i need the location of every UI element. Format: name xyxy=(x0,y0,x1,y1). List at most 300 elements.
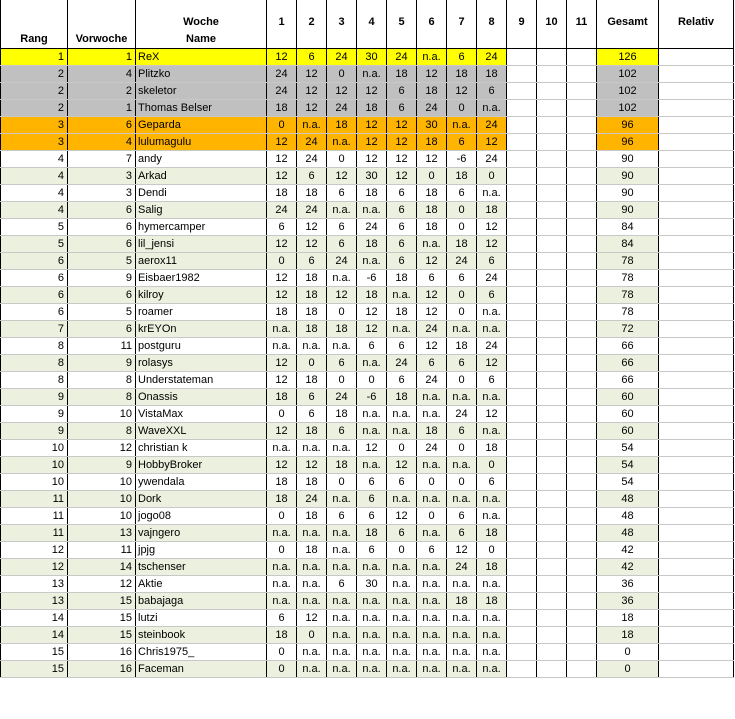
week-4-cell: 6 xyxy=(357,490,387,507)
week-10-cell xyxy=(537,422,567,439)
week-11-cell xyxy=(567,558,597,575)
relativ-cell xyxy=(659,371,734,388)
week-9-cell xyxy=(507,371,537,388)
week-10-cell xyxy=(537,150,567,167)
week-4-cell: n.a. xyxy=(357,354,387,371)
relativ-cell xyxy=(659,235,734,252)
week-5-cell: 6 xyxy=(387,252,417,269)
vorwoche-cell: 8 xyxy=(68,422,136,439)
week-2-cell: 18 xyxy=(297,541,327,558)
week-9-cell xyxy=(507,269,537,286)
week-1-cell: 24 xyxy=(267,201,297,218)
week-6-cell: 6 xyxy=(417,269,447,286)
week-10-cell xyxy=(537,201,567,218)
week-4-cell: n.a. xyxy=(357,65,387,82)
vorwoche-cell: 15 xyxy=(68,592,136,609)
relativ-cell xyxy=(659,218,734,235)
week-8-cell: 18 xyxy=(477,201,507,218)
table-row xyxy=(1,303,734,320)
week-3-cell: 18 xyxy=(327,456,357,473)
week-11-cell xyxy=(567,235,597,252)
header-blank xyxy=(267,30,297,48)
week-5-cell: 18 xyxy=(387,303,417,320)
rang-cell: 4 xyxy=(1,167,68,184)
week-7-cell: 18 xyxy=(447,592,477,609)
week-2-cell: 12 xyxy=(297,82,327,99)
week-1-cell: 18 xyxy=(267,184,297,201)
name-cell: tschenser xyxy=(136,558,267,575)
relativ-cell xyxy=(659,592,734,609)
name-cell: jpjg xyxy=(136,541,267,558)
week-7-cell: n.a. xyxy=(447,490,477,507)
gesamt-cell: 96 xyxy=(597,116,659,133)
name-cell: skeletor xyxy=(136,82,267,99)
vorwoche-cell: 11 xyxy=(68,541,136,558)
week-10-cell xyxy=(537,99,567,116)
week-2-cell: n.a. xyxy=(297,575,327,592)
week-5-cell: 6 xyxy=(387,371,417,388)
header-blank xyxy=(597,30,659,48)
header-woche: Woche xyxy=(136,0,267,30)
header-rang: Rang xyxy=(1,30,68,48)
week-2-cell: n.a. xyxy=(297,643,327,660)
week-9-cell xyxy=(507,303,537,320)
table-row xyxy=(1,218,734,235)
vorwoche-cell: 4 xyxy=(68,133,136,150)
week-10-cell xyxy=(537,388,567,405)
relativ-cell xyxy=(659,439,734,456)
week-5-cell: 6 xyxy=(387,235,417,252)
week-4-cell: 30 xyxy=(357,48,387,65)
week-8-cell: 18 xyxy=(477,592,507,609)
week-11-cell xyxy=(567,422,597,439)
week-2-cell: 24 xyxy=(297,133,327,150)
week-10-cell xyxy=(537,541,567,558)
week-5-cell: n.a. xyxy=(387,490,417,507)
gesamt-cell: 78 xyxy=(597,286,659,303)
week-4-cell: 18 xyxy=(357,286,387,303)
table-row xyxy=(1,575,734,592)
week-8-cell: 24 xyxy=(477,269,507,286)
week-5-cell: 24 xyxy=(387,48,417,65)
relativ-cell xyxy=(659,167,734,184)
week-11-cell xyxy=(567,371,597,388)
week-1-cell: 12 xyxy=(267,422,297,439)
week-2-cell: 6 xyxy=(297,252,327,269)
week-3-cell: n.a. xyxy=(327,660,357,677)
name-cell: Eisbaer1982 xyxy=(136,269,267,286)
week-1-cell: 12 xyxy=(267,354,297,371)
name-cell: vajngero xyxy=(136,524,267,541)
table-row xyxy=(1,405,734,422)
week-4-cell: n.a. xyxy=(357,252,387,269)
week-4-cell: -6 xyxy=(357,388,387,405)
header-week-9: 9 xyxy=(507,0,537,30)
header-row-weeks xyxy=(1,0,734,30)
relativ-cell xyxy=(659,558,734,575)
vorwoche-cell: 3 xyxy=(68,184,136,201)
relativ-cell xyxy=(659,269,734,286)
week-6-cell: n.a. xyxy=(417,660,447,677)
header-week-10: 10 xyxy=(537,0,567,30)
week-3-cell: 12 xyxy=(327,167,357,184)
header-week-1: 1 xyxy=(267,0,297,30)
vorwoche-cell: 6 xyxy=(68,320,136,337)
week-8-cell: 6 xyxy=(477,82,507,99)
week-7-cell: 18 xyxy=(447,235,477,252)
week-2-cell: 0 xyxy=(297,626,327,643)
relativ-cell xyxy=(659,133,734,150)
relativ-cell xyxy=(659,99,734,116)
week-4-cell: n.a. xyxy=(357,456,387,473)
week-6-cell: 0 xyxy=(417,473,447,490)
table-row xyxy=(1,65,734,82)
week-2-cell: 18 xyxy=(297,422,327,439)
week-7-cell: 6 xyxy=(447,354,477,371)
header-name: Name xyxy=(136,30,267,48)
week-10-cell xyxy=(537,354,567,371)
week-2-cell: 18 xyxy=(297,184,327,201)
week-3-cell: n.a. xyxy=(327,626,357,643)
week-1-cell: 24 xyxy=(267,82,297,99)
week-5-cell: n.a. xyxy=(387,558,417,575)
table-row xyxy=(1,422,734,439)
week-4-cell: n.a. xyxy=(357,643,387,660)
relativ-cell xyxy=(659,422,734,439)
week-11-cell xyxy=(567,541,597,558)
week-4-cell: 18 xyxy=(357,184,387,201)
week-10-cell xyxy=(537,558,567,575)
week-3-cell: 6 xyxy=(327,575,357,592)
name-cell: Onassis xyxy=(136,388,267,405)
gesamt-cell: 42 xyxy=(597,558,659,575)
header-blank xyxy=(659,30,734,48)
week-7-cell: n.a. xyxy=(447,320,477,337)
name-cell: Geparda xyxy=(136,116,267,133)
name-cell: jogo08 xyxy=(136,507,267,524)
week-7-cell: 6 xyxy=(447,184,477,201)
week-7-cell: n.a. xyxy=(447,626,477,643)
week-4-cell: n.a. xyxy=(357,558,387,575)
week-6-cell: n.a. xyxy=(417,575,447,592)
week-3-cell: n.a. xyxy=(327,337,357,354)
week-8-cell: 18 xyxy=(477,65,507,82)
table-row xyxy=(1,337,734,354)
table-row xyxy=(1,286,734,303)
week-8-cell: 6 xyxy=(477,286,507,303)
header-gesamt: Gesamt xyxy=(597,0,659,30)
table-row xyxy=(1,354,734,371)
week-9-cell xyxy=(507,609,537,626)
header-week-6: 6 xyxy=(417,0,447,30)
name-cell: VistaMax xyxy=(136,405,267,422)
week-1-cell: n.a. xyxy=(267,524,297,541)
vorwoche-cell: 8 xyxy=(68,388,136,405)
week-6-cell: n.a. xyxy=(417,490,447,507)
week-10-cell xyxy=(537,490,567,507)
week-11-cell xyxy=(567,660,597,677)
week-7-cell: n.a. xyxy=(447,116,477,133)
week-6-cell: n.a. xyxy=(417,388,447,405)
relativ-cell xyxy=(659,575,734,592)
table-row xyxy=(1,456,734,473)
week-8-cell: 18 xyxy=(477,439,507,456)
rang-cell: 9 xyxy=(1,422,68,439)
week-5-cell: 6 xyxy=(387,201,417,218)
week-5-cell: n.a. xyxy=(387,592,417,609)
week-9-cell xyxy=(507,507,537,524)
week-3-cell: n.a. xyxy=(327,439,357,456)
relativ-cell xyxy=(659,337,734,354)
week-5-cell: n.a. xyxy=(387,643,417,660)
header-week-3: 3 xyxy=(327,0,357,30)
name-cell: hymercamper xyxy=(136,218,267,235)
week-4-cell: 6 xyxy=(357,541,387,558)
week-8-cell: n.a. xyxy=(477,99,507,116)
week-3-cell: 0 xyxy=(327,473,357,490)
week-9-cell xyxy=(507,116,537,133)
name-cell: roamer xyxy=(136,303,267,320)
week-2-cell: 12 xyxy=(297,65,327,82)
week-5-cell: 12 xyxy=(387,507,417,524)
week-7-cell: n.a. xyxy=(447,660,477,677)
week-3-cell: 6 xyxy=(327,184,357,201)
week-3-cell: 18 xyxy=(327,320,357,337)
week-3-cell: n.a. xyxy=(327,524,357,541)
week-9-cell xyxy=(507,184,537,201)
vorwoche-cell: 10 xyxy=(68,473,136,490)
week-8-cell: n.a. xyxy=(477,626,507,643)
week-8-cell: 24 xyxy=(477,116,507,133)
rang-cell: 5 xyxy=(1,218,68,235)
week-11-cell xyxy=(567,507,597,524)
vorwoche-cell: 12 xyxy=(68,575,136,592)
week-5-cell: n.a. xyxy=(387,422,417,439)
table-row xyxy=(1,235,734,252)
week-11-cell xyxy=(567,201,597,218)
week-4-cell: 12 xyxy=(357,133,387,150)
relativ-cell xyxy=(659,473,734,490)
gesamt-cell: 66 xyxy=(597,354,659,371)
week-11-cell xyxy=(567,473,597,490)
gesamt-cell: 0 xyxy=(597,643,659,660)
table-row xyxy=(1,150,734,167)
rang-cell: 3 xyxy=(1,133,68,150)
week-5-cell: 18 xyxy=(387,269,417,286)
week-1-cell: 0 xyxy=(267,541,297,558)
header-week-4: 4 xyxy=(357,0,387,30)
week-7-cell: 0 xyxy=(447,99,477,116)
week-10-cell xyxy=(537,337,567,354)
gesamt-cell: 90 xyxy=(597,167,659,184)
week-8-cell: 6 xyxy=(477,473,507,490)
week-1-cell: 12 xyxy=(267,48,297,65)
week-1-cell: 24 xyxy=(267,65,297,82)
week-2-cell: 0 xyxy=(297,354,327,371)
week-2-cell: n.a. xyxy=(297,439,327,456)
week-8-cell: n.a. xyxy=(477,303,507,320)
week-9-cell xyxy=(507,422,537,439)
week-2-cell: 24 xyxy=(297,150,327,167)
week-5-cell: 18 xyxy=(387,65,417,82)
relativ-cell xyxy=(659,184,734,201)
week-7-cell: 18 xyxy=(447,337,477,354)
name-cell: lil_jensi xyxy=(136,235,267,252)
week-10-cell xyxy=(537,609,567,626)
week-6-cell: 18 xyxy=(417,201,447,218)
name-cell: Arkad xyxy=(136,167,267,184)
vorwoche-cell: 9 xyxy=(68,269,136,286)
relativ-cell xyxy=(659,303,734,320)
week-7-cell: 6 xyxy=(447,48,477,65)
rang-cell: 4 xyxy=(1,150,68,167)
name-cell: Dendi xyxy=(136,184,267,201)
week-10-cell xyxy=(537,473,567,490)
week-7-cell: 24 xyxy=(447,558,477,575)
rang-cell: 3 xyxy=(1,116,68,133)
week-9-cell xyxy=(507,558,537,575)
vorwoche-cell: 4 xyxy=(68,65,136,82)
header-blank xyxy=(507,30,537,48)
week-6-cell: n.a. xyxy=(417,609,447,626)
name-cell: ywendala xyxy=(136,473,267,490)
week-7-cell: 6 xyxy=(447,524,477,541)
table-body xyxy=(1,48,734,677)
week-1-cell: 12 xyxy=(267,371,297,388)
week-6-cell: 0 xyxy=(417,167,447,184)
vorwoche-cell: 1 xyxy=(68,48,136,65)
week-4-cell: 12 xyxy=(357,82,387,99)
week-7-cell: n.a. xyxy=(447,388,477,405)
header-blank xyxy=(477,30,507,48)
week-1-cell: 0 xyxy=(267,660,297,677)
week-4-cell: n.a. xyxy=(357,405,387,422)
week-2-cell: 6 xyxy=(297,405,327,422)
gesamt-cell: 66 xyxy=(597,371,659,388)
week-9-cell xyxy=(507,456,537,473)
rang-cell: 7 xyxy=(1,320,68,337)
rang-cell: 11 xyxy=(1,524,68,541)
gesamt-cell: 54 xyxy=(597,439,659,456)
name-cell: Salig xyxy=(136,201,267,218)
gesamt-cell: 60 xyxy=(597,388,659,405)
week-7-cell: n.a. xyxy=(447,609,477,626)
name-cell: babajaga xyxy=(136,592,267,609)
week-10-cell xyxy=(537,235,567,252)
week-1-cell: 6 xyxy=(267,218,297,235)
week-1-cell: 12 xyxy=(267,235,297,252)
week-7-cell: 6 xyxy=(447,507,477,524)
week-10-cell xyxy=(537,303,567,320)
relativ-cell xyxy=(659,150,734,167)
week-9-cell xyxy=(507,405,537,422)
relativ-cell xyxy=(659,660,734,677)
week-5-cell: 18 xyxy=(387,388,417,405)
week-7-cell: 6 xyxy=(447,133,477,150)
week-3-cell: n.a. xyxy=(327,201,357,218)
week-4-cell: n.a. xyxy=(357,626,387,643)
relativ-cell xyxy=(659,252,734,269)
gesamt-cell: 78 xyxy=(597,252,659,269)
gesamt-cell: 36 xyxy=(597,592,659,609)
week-3-cell: 12 xyxy=(327,82,357,99)
week-3-cell: 24 xyxy=(327,388,357,405)
name-cell: Faceman xyxy=(136,660,267,677)
week-8-cell: 6 xyxy=(477,252,507,269)
week-1-cell: 18 xyxy=(267,490,297,507)
week-10-cell xyxy=(537,82,567,99)
week-9-cell xyxy=(507,592,537,609)
week-11-cell xyxy=(567,439,597,456)
week-1-cell: 0 xyxy=(267,116,297,133)
table-row xyxy=(1,439,734,456)
table-row xyxy=(1,82,734,99)
week-9-cell xyxy=(507,65,537,82)
name-cell: ReX xyxy=(136,48,267,65)
week-11-cell xyxy=(567,626,597,643)
week-3-cell: 24 xyxy=(327,99,357,116)
name-cell: rolasys xyxy=(136,354,267,371)
week-3-cell: 0 xyxy=(327,303,357,320)
relativ-cell xyxy=(659,643,734,660)
week-11-cell xyxy=(567,320,597,337)
gesamt-cell: 90 xyxy=(597,184,659,201)
vorwoche-cell: 16 xyxy=(68,660,136,677)
week-9-cell xyxy=(507,235,537,252)
relativ-cell xyxy=(659,48,734,65)
week-10-cell xyxy=(537,116,567,133)
gesamt-cell: 78 xyxy=(597,269,659,286)
week-2-cell: 18 xyxy=(297,303,327,320)
vorwoche-cell: 12 xyxy=(68,439,136,456)
week-11-cell xyxy=(567,592,597,609)
week-4-cell: n.a. xyxy=(357,660,387,677)
week-3-cell: 18 xyxy=(327,405,357,422)
week-4-cell: 6 xyxy=(357,507,387,524)
week-8-cell: n.a. xyxy=(477,388,507,405)
week-5-cell: 6 xyxy=(387,82,417,99)
week-1-cell: n.a. xyxy=(267,592,297,609)
week-6-cell: 18 xyxy=(417,422,447,439)
rang-cell: 13 xyxy=(1,592,68,609)
gesamt-cell: 126 xyxy=(597,48,659,65)
week-5-cell: 0 xyxy=(387,439,417,456)
rang-cell: 2 xyxy=(1,82,68,99)
week-6-cell: n.a. xyxy=(417,524,447,541)
week-4-cell: 12 xyxy=(357,116,387,133)
week-1-cell: 0 xyxy=(267,643,297,660)
week-7-cell: 0 xyxy=(447,201,477,218)
gesamt-cell: 60 xyxy=(597,422,659,439)
relativ-cell xyxy=(659,626,734,643)
rang-cell: 12 xyxy=(1,541,68,558)
week-10-cell xyxy=(537,269,567,286)
week-1-cell: 0 xyxy=(267,507,297,524)
week-8-cell: 18 xyxy=(477,524,507,541)
week-8-cell: 24 xyxy=(477,337,507,354)
rang-cell: 15 xyxy=(1,643,68,660)
week-10-cell xyxy=(537,626,567,643)
name-cell: steinbook xyxy=(136,626,267,643)
week-10-cell xyxy=(537,405,567,422)
week-5-cell: 6 xyxy=(387,99,417,116)
week-11-cell xyxy=(567,116,597,133)
week-11-cell xyxy=(567,337,597,354)
vorwoche-cell: 8 xyxy=(68,371,136,388)
vorwoche-cell: 6 xyxy=(68,218,136,235)
gesamt-cell: 102 xyxy=(597,65,659,82)
week-1-cell: n.a. xyxy=(267,575,297,592)
